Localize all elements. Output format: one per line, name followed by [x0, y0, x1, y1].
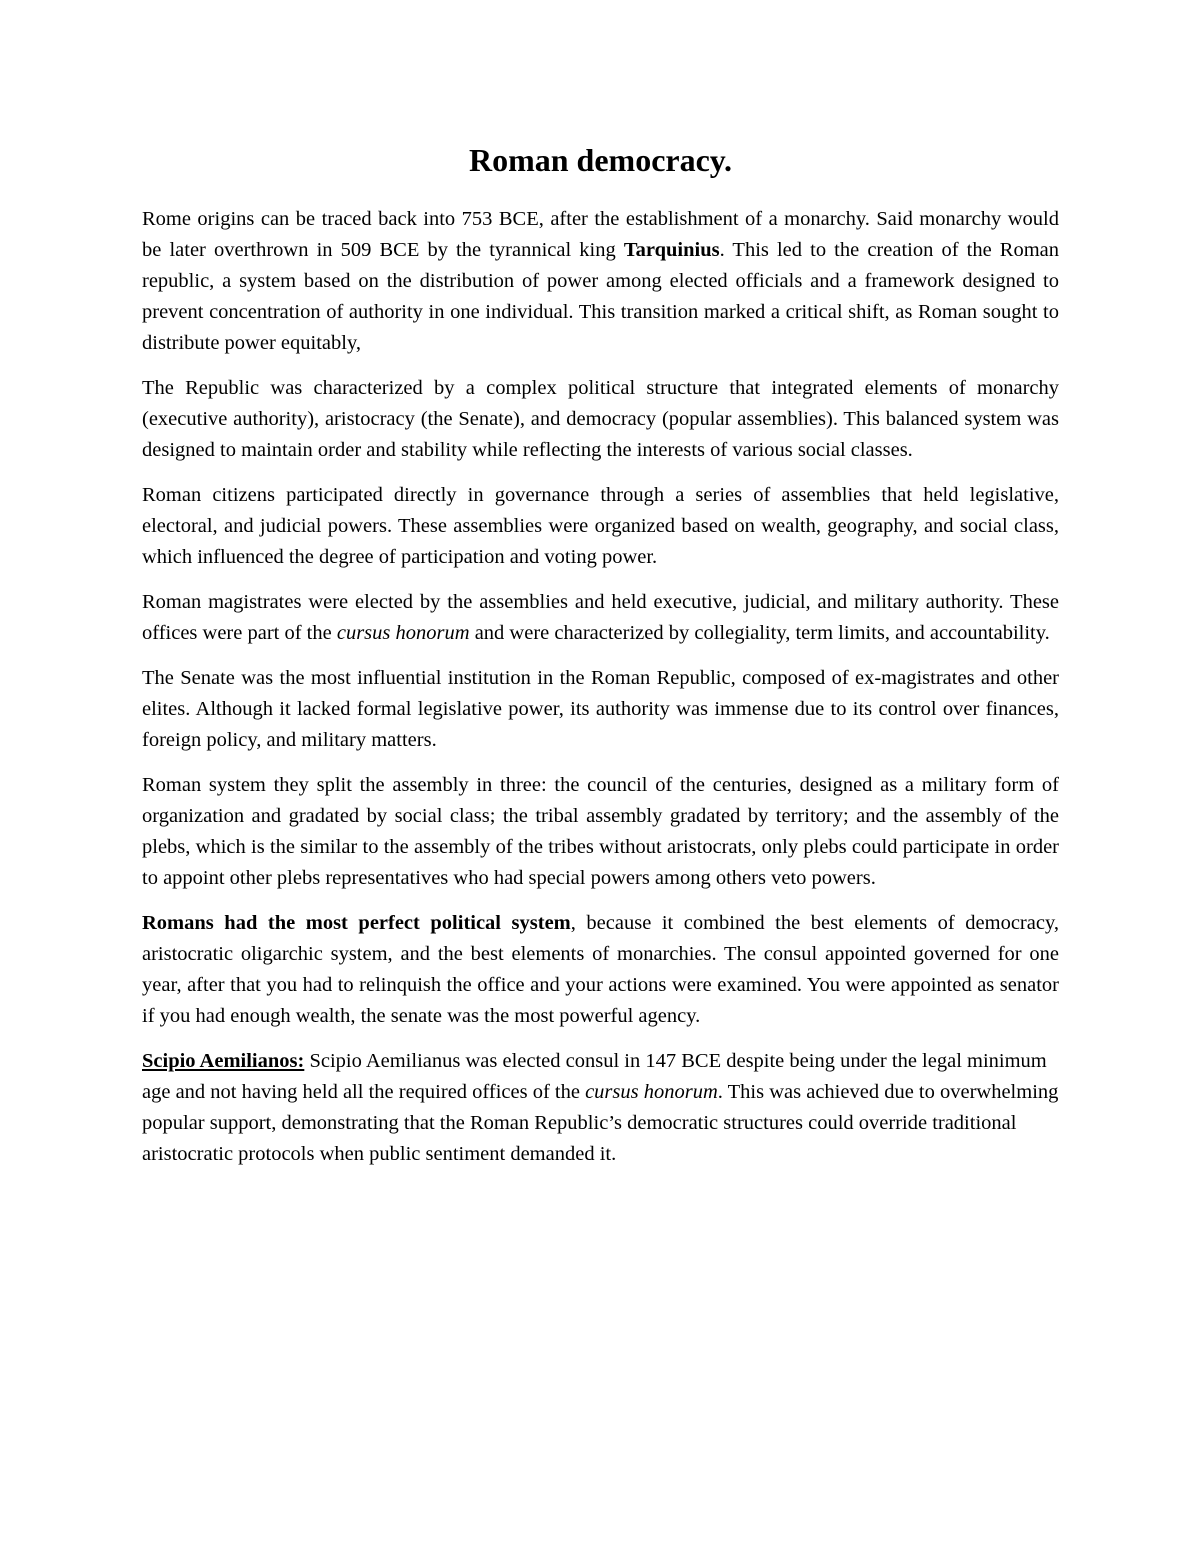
- paragraph-senate: The Senate was the most influential institution in the Roman Republic, composed of ex-magistrates and other elites. Although it lacked formal legislative power, its authority was immense due to its control over finances, foreign policy, and military matters.: [142, 667, 1059, 751]
- paragraph-origins-text-2: . This led to the creation of the Roman republic, a system based on the distribution of power among elected officials and a framework designed to prevent concentration of authority in one individual. This transition marked a critical shift, as Roman sought to distribute power equitably,: [142, 239, 1059, 354]
- paragraph-perfect-system-text: , because it combined the best elements of democracy, aristocratic oligarchic system, and the best elements of monarchies. The consul appointed governed for one year, after that you had to relinquish the office and your actions were examined. You were appointed as senator if you had enough wealth, the senate was the most powerful agency.: [142, 912, 1059, 1027]
- paragraph-scipio: [142, 1046, 1059, 1170]
- cursus-honorum-term: cursus honorum: [336, 622, 470, 644]
- document-title: Roman democracy.: [468, 142, 733, 178]
- paragraph-scipio-text-1: Scipio Aemilianus was elected consul in 147 BCE despite being under the legal minimum age and not having held all the required offices of the: [142, 1050, 1047, 1103]
- paragraph-magistrates: [142, 587, 1059, 649]
- paragraph-assembly-split: Roman system they split the assembly in three: the council of the centuries, designed as a military form of organization and gradated by social class; the tribal assembly gradated by territory; and the assembly of the plebs, which is the similar to the assembly of the tribes without aristocrats, only plebs could participate in order to appoint other plebs representatives who had special powers among others veto powers.: [142, 774, 1059, 889]
- paragraph-perfect-system: [142, 908, 1059, 1032]
- paragraph-magistrates-text-2: and were characterized by collegiality, term limits, and accountability.: [469, 622, 1050, 644]
- paragraph-citizens-assemblies: Roman citizens participated directly in governance through a series of assemblies that held legislative, electoral, and judicial powers. These assemblies were organized based on wealth, geography, and social class, which influenced the degree of participation and voting power.: [142, 484, 1059, 568]
- paragraph-origins-text-1: Rome origins can be traced back into 753 BCE, after the establishment of a monarchy. Said monarchy would be later overthrown in 509 BCE by the tyrannical king: [142, 208, 1059, 261]
- paragraph-magistrates-text-1: Roman magistrates were elected by the assemblies and held executive, judicial, and military authority. These offices were part of the: [142, 591, 1059, 644]
- scipio-heading: Scipio Aemilianos:: [142, 1050, 305, 1072]
- paragraph-scipio-text-2: . This was achieved due to overwhelming popular support, demonstrating that the Roman Republic’s democratic structures could override traditional aristocratic protocols when public sentiment demanded it.: [142, 1081, 1059, 1165]
- paragraph-origins: [142, 204, 1059, 359]
- tarquinius-name: Tarquinius: [623, 239, 720, 261]
- paragraph-republic-structure: The Republic was characterized by a complex political structure that integrated elements of monarchy (executive authority), aristocracy (the Senate), and democracy (popular assemblies). This balanced system was designed to maintain order and stability while reflecting the interests of various social classes.: [142, 377, 1059, 461]
- cursus-honorum-term-2: cursus honorum: [585, 1081, 718, 1103]
- document-body: [142, 140, 1059, 1184]
- perfect-system-heading: Romans had the most perfect political system: [142, 912, 571, 934]
